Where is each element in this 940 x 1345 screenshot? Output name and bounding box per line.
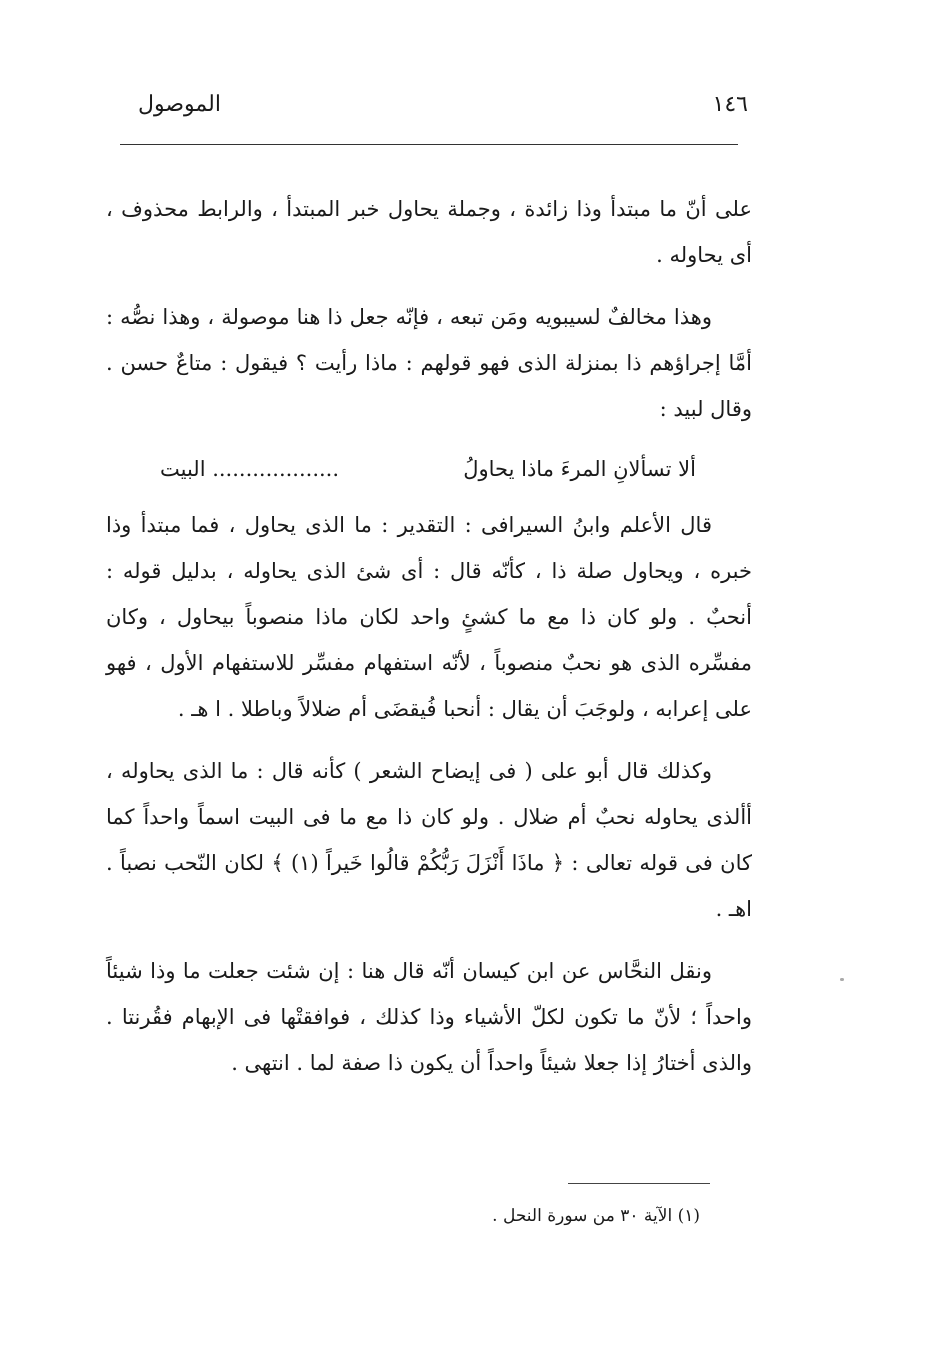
verse-ellipsis: ................... البيت bbox=[160, 457, 340, 481]
verse-line bbox=[106, 446, 752, 492]
page-header bbox=[112, 88, 748, 128]
paragraph-5: ونقل النحَّاس عن ابن كيسان أنّه قال هنا : إن شئت جعلت ما وذا شيئاً واحداً ؛ لأنّ ما تكون لكلّ الأشياء وذا كذلك ، فوافقتْها فى الإبهام فقُرنتا . والذى أختارُ إذا جعلا شيئاً واحداً أن يكون ذا صفة لما . انتهى . bbox=[106, 959, 752, 1075]
running-title: الموصول bbox=[138, 92, 221, 117]
page-number: ١٤٦ bbox=[712, 92, 748, 117]
verse-hemistich: ألا تسألانِ المرءَ ماذا يحاولُ bbox=[463, 457, 696, 481]
paragraph-3: قال الأعلم وابنُ السيرافى : التقدير : ما الذى يحاول ، فما مبتدأ وذا خبره ، ويحاول صلة ذا ، كأنّه قال : أى شئ الذى يحاوله ، بدليل قوله : أنحبٌ . ولو كان ذا مع ما كشئٍ واحد لكان ماذا منصوباً بيحاول ، وكان مفسِّره الذى هو نحبٌ منصوباً ، لأنّه استفهام مفسِّر للاستفهام الأول ، فهو على إعرابه ، ولوجَبَ أن يقال : أنحبا فُيقضَى أم ضلالاً وباطلا . ا هـ . bbox=[106, 513, 752, 721]
paragraph-2: وهذا مخالفٌ لسيبويه ومَن تبعه ، فإنّه جعل ذا هنا موصولة ، وهذا نصُّه : أمَّا إجراؤهم ذا بمنزلة الذى فهو قولهم : ماذا رأيت ؟ فيقول : متاعٌ حسن . وقال لبيد : bbox=[106, 305, 752, 421]
main-text bbox=[106, 186, 752, 1086]
paragraph-1: على أنّ ما مبتدأ وذا زائدة ، وجملة يحاول خبر المبتدأ ، والرابط محذوف ، أى يحاوله . bbox=[106, 197, 752, 267]
header-rule bbox=[120, 144, 738, 145]
stray-mark bbox=[840, 978, 844, 981]
paragraph-4: وكذلك قال أبو على ( فى إيضاح الشعر ) كأنه قال : ما الذى يحاوله ، أألذى يحاوله نحبٌ أم ضلال . ولو كان ذا مع ما فى البيت اسماً واحداً كما كان فى قوله تعالى : ﴿ ماذَا أَنْزَلَ رَبُّكُمْ قالُوا خَيراً (١) ﴾ لكان النّحب نصباً . اهـ . bbox=[106, 759, 752, 921]
footnote-rule bbox=[568, 1183, 710, 1184]
footnote: (١) الآية ٣٠ من سورة النحل . bbox=[492, 1206, 700, 1226]
